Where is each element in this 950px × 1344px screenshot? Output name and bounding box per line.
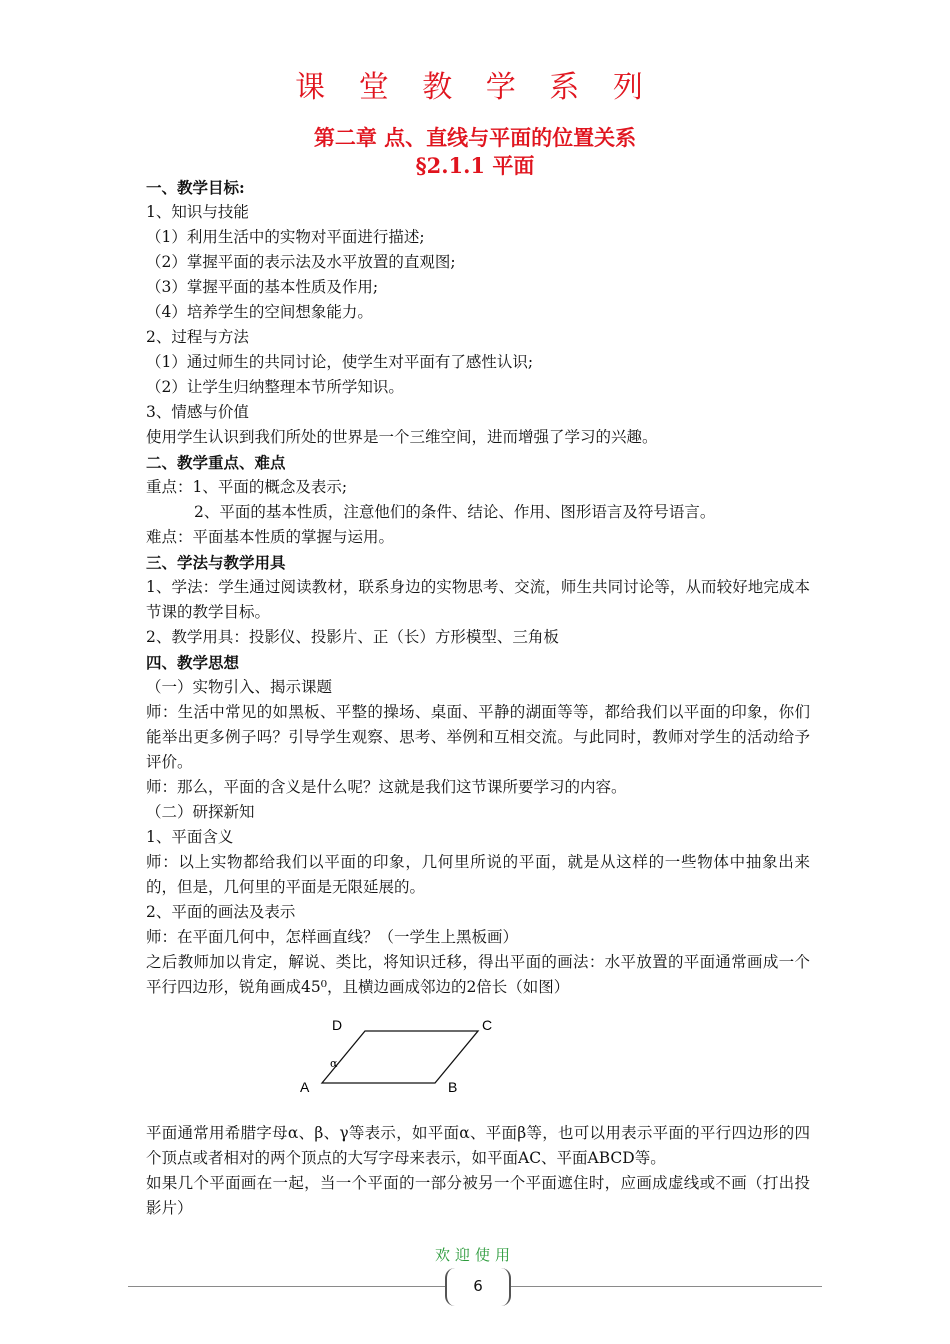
subheading: （一）实物引入、揭示课题 xyxy=(146,678,333,696)
subheading: 2、平面的画法及表示 xyxy=(146,903,296,921)
list-item: （3）掌握平面的基本性质及作用; xyxy=(146,278,379,296)
plane-label-alpha: α xyxy=(330,1057,338,1070)
paragraph: 师：那么，平面的含义是什么呢？这就是我们这节课所要学习的内容。 xyxy=(146,778,627,796)
subheading: 1、平面含义 xyxy=(146,828,234,846)
paragraph: 难点：平面基本性质的掌握与运用。 xyxy=(146,528,395,546)
list-item: （1）利用生活中的实物对平面进行描述; xyxy=(146,228,425,246)
page-number: 6 xyxy=(445,1268,511,1306)
paragraph: 使用学生认识到我们所处的世界是一个三维空间，进而增强了学习的兴趣。 xyxy=(146,428,658,446)
paragraph: 之后教师加以肯定，解说、类比，将知识迁移，得出平面的画法：水平放置的平面通常画成一个平行四边形，锐角画成45⁰，且横边画成邻边的2倍长（如图） xyxy=(146,953,810,996)
list-item: （4）培养学生的空间想象能力。 xyxy=(146,303,373,321)
paragraph: 平面通常用希腊字母α、β、γ等表示，如平面α、平面β等，也可以用表示平面的平行四边形的四个顶点或者相对的两个顶点的大写字母来表示，如平面AC、平面ABCD等。 xyxy=(146,1124,810,1167)
paragraph: 2、教学用具：投影仪、投影片、正（长）方形模型、三角板 xyxy=(146,628,559,646)
section-title: §2.1.1 平面 xyxy=(415,153,535,178)
subheading: 2、过程与方法 xyxy=(146,328,249,346)
list-item: （1）通过师生的共同讨论，使学生对平面有了感性认识; xyxy=(146,353,534,371)
paragraph: 师：生活中常见的如黑板、平整的操场、桌面、平静的湖面等等，都给我们以平面的印象，你们能举出更多例子吗？引导学生观察、思考、举例和互相交流。与此同时，教师对学生的活动给予评价。 xyxy=(146,703,810,771)
paragraph: 如果几个平面画在一起，当一个平面的一部分被另一个平面遮住时，应画成虚线或不画（打出投影片） xyxy=(146,1174,810,1217)
vertex-label-d: D xyxy=(332,1017,343,1033)
series-title: 课 堂 教 学 系 列 xyxy=(295,70,655,105)
list-item: （2）掌握平面的表示法及水平放置的直观图; xyxy=(146,253,456,271)
paragraph: 师：在平面几何中，怎样画直线？（一学生上黑板画） xyxy=(146,928,519,946)
parallelogram-figure xyxy=(290,1010,510,1100)
main-content-continued xyxy=(146,1121,810,1221)
section-heading: 一、教学目标: xyxy=(146,178,245,197)
paragraph: 重点：1、平面的概念及表示; xyxy=(146,478,348,496)
section-heading: 二、教学重点、难点 xyxy=(146,453,286,472)
vertex-label-c: C xyxy=(482,1017,493,1033)
section-heading: 四、教学思想 xyxy=(146,653,240,672)
subheading: 3、情感与价值 xyxy=(146,403,249,421)
chapter-title: 第二章 点、直线与平面的位置关系 xyxy=(313,125,637,150)
section-heading: 三、学法与教学用具 xyxy=(146,553,286,572)
paragraph: 1、学法：学生通过阅读教材，联系身边的实物思考、交流，师生共同讨论等，从而较好地完成本节课的教学目标。 xyxy=(146,578,810,621)
paragraph: 2、平面的基本性质，注意他们的条件、结论、作用、图形语言及符号语言。 xyxy=(194,503,716,521)
paragraph: 师：以上实物都给我们以平面的印象，几何里所说的平面，就是从这样的一些物体中抽象出来的，但是，几何里的平面是无限延展的。 xyxy=(146,853,810,896)
list-item: （2）让学生归纳整理本节所学知识。 xyxy=(146,378,404,396)
footer-welcome-text: 欢迎使用 xyxy=(434,1246,515,1264)
parallelogram-svg xyxy=(290,1010,510,1100)
vertex-label-a: A xyxy=(300,1079,310,1095)
subheading: （二）研探新知 xyxy=(146,803,255,821)
subheading: 1、知识与技能 xyxy=(146,203,249,221)
parallelogram-shape xyxy=(322,1031,478,1083)
main-content xyxy=(146,175,810,1000)
vertex-label-b: B xyxy=(448,1079,458,1095)
